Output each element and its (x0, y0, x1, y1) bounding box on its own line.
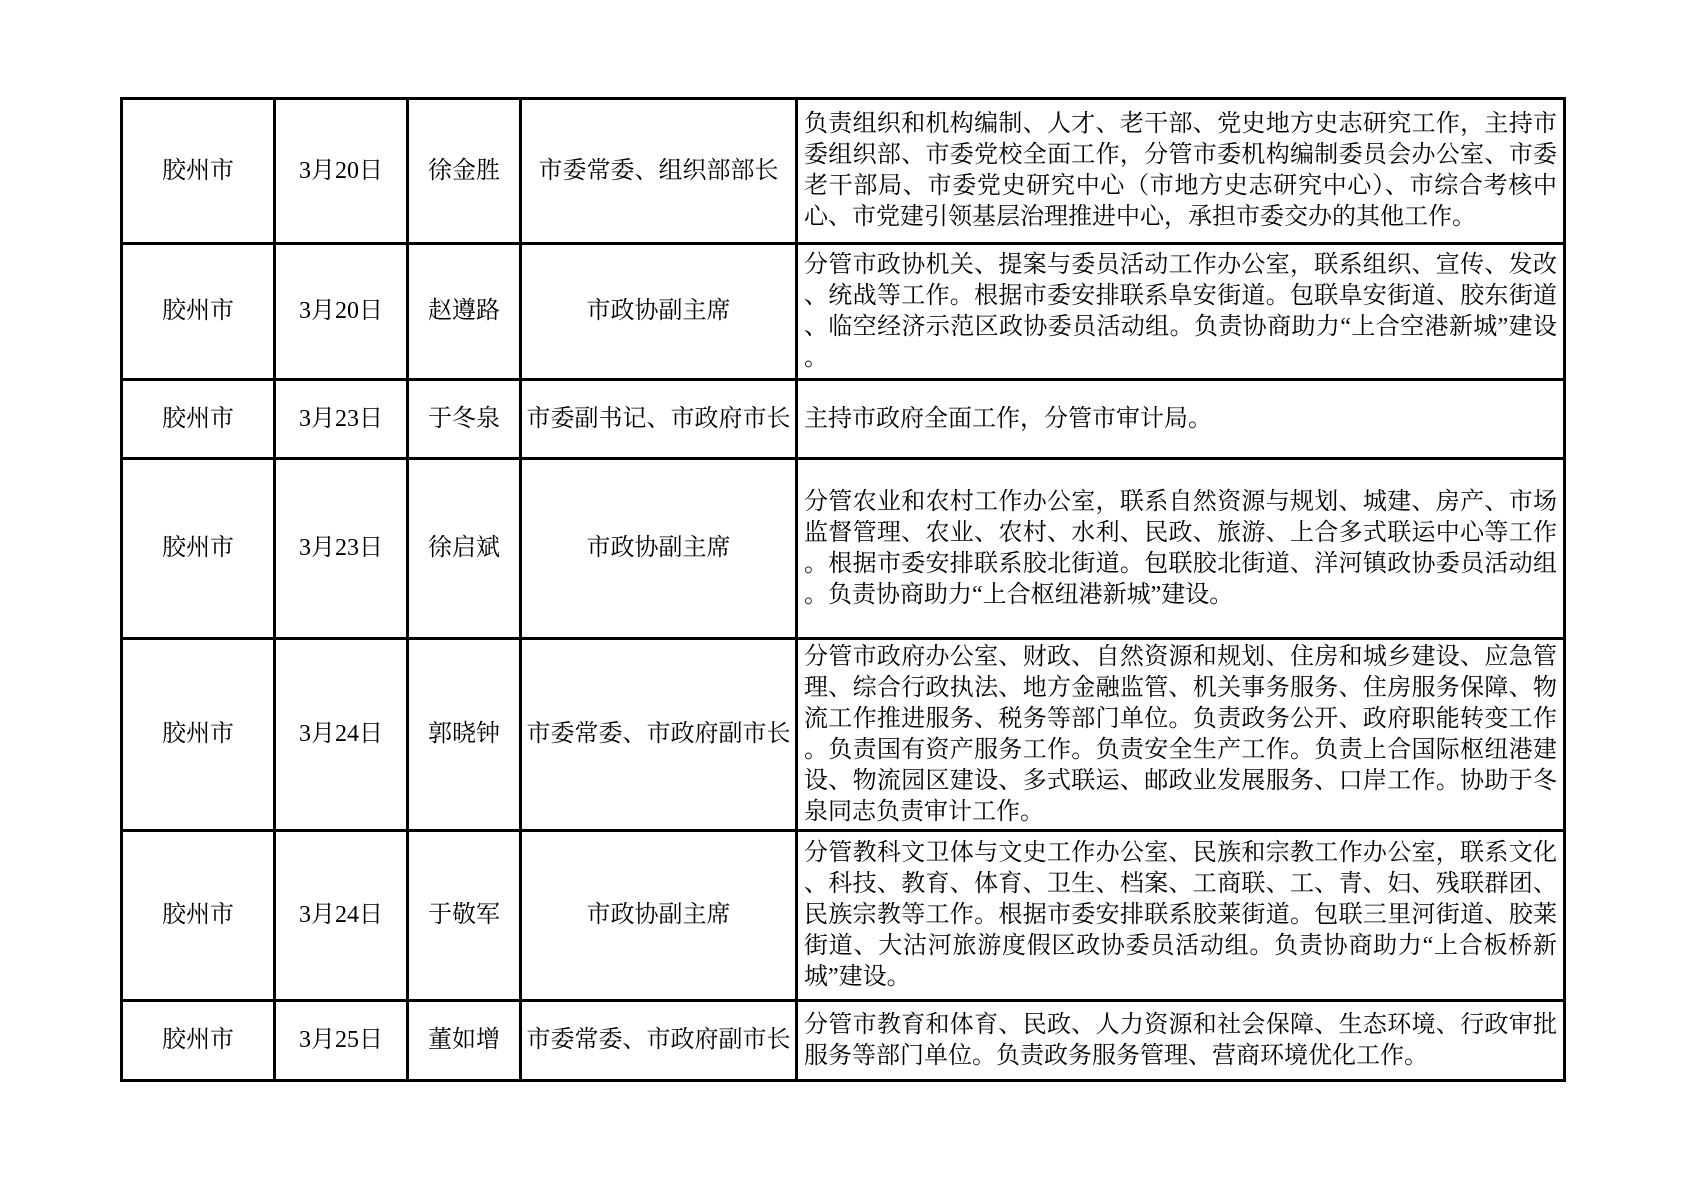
name-cell: 徐启斌 (408, 459, 521, 639)
table-body (122, 99, 1565, 1081)
city-cell: 胶州市 (122, 99, 275, 244)
name-cell: 徐金胜 (408, 99, 521, 244)
name-cell: 于敬军 (408, 831, 521, 1001)
date-cell: 3月20日 (275, 244, 408, 380)
date-cell: 3月24日 (275, 639, 408, 831)
name-cell: 于冬泉 (408, 380, 521, 459)
city-cell: 胶州市 (122, 831, 275, 1001)
date-cell: 3月23日 (275, 380, 408, 459)
table-row (122, 639, 1565, 831)
date-cell: 3月20日 (275, 99, 408, 244)
table-row (122, 380, 1565, 459)
position-cell: 市政协副主席 (521, 459, 797, 639)
name-cell: 赵遵路 (408, 244, 521, 380)
name-cell: 郭晓钟 (408, 639, 521, 831)
duties-cell: 分管农业和农村工作办公室，联系自然资源与规划、城建、房产、市场监督管理、农业、农村、水利、民政、旅游、上合多式联运中心等工作。根据市委安排联系胶北街道。包联胶北街道、洋河镇政协委员活动组。负责协商助力“上合枢纽港新城”建设。 (797, 459, 1565, 639)
city-cell: 胶州市 (122, 459, 275, 639)
city-cell: 胶州市 (122, 639, 275, 831)
table-row (122, 99, 1565, 244)
date-cell: 3月24日 (275, 831, 408, 1001)
position-cell: 市政协副主席 (521, 831, 797, 1001)
name-cell: 董如增 (408, 1001, 521, 1081)
position-cell: 市委常委、组织部部长 (521, 99, 797, 244)
city-cell: 胶州市 (122, 380, 275, 459)
date-cell: 3月23日 (275, 459, 408, 639)
table-row (122, 1001, 1565, 1081)
city-cell: 胶州市 (122, 244, 275, 380)
position-cell: 市委常委、市政府副市长 (521, 639, 797, 831)
city-cell: 胶州市 (122, 1001, 275, 1081)
duties-cell: 主持市政府全面工作，分管市审计局。 (797, 380, 1565, 459)
position-cell: 市委常委、市政府副市长 (521, 1001, 797, 1081)
table-row (122, 459, 1565, 639)
duties-cell: 分管教科文卫体与文史工作办公室、民族和宗教工作办公室，联系文化、科技、教育、体育、卫生、档案、工商联、工、青、妇、残联群团、民族宗教等工作。根据市委安排联系胶莱街道。包联三里河街道、胶莱街道、大沽河旅游度假区政协委员活动组。负责协商助力“上合板桥新城”建设。 (797, 831, 1565, 1001)
duties-cell: 分管市政府办公室、财政、自然资源和规划、住房和城乡建设、应急管理、综合行政执法、地方金融监管、机关事务服务、住房服务保障、物流工作推进服务、税务等部门单位。负责政务公开、政府职能转变工作。负责国有资产服务工作。负责安全生产工作。负责上合国际枢纽港建设、物流园区建设、多式联运、邮政业发展服务、口岸工作。协助于冬泉同志负责审计工作。 (797, 639, 1565, 831)
date-cell: 3月25日 (275, 1001, 408, 1081)
table-row (122, 831, 1565, 1001)
duties-cell: 负责组织和机构编制、人才、老干部、党史地方史志研究工作，主持市委组织部、市委党校全面工作，分管市委机构编制委员会办公室、市委老干部局、市委党史研究中心（市地方史志研究中心）、市综合考核中心、市党建引领基层治理推进中心，承担市委交办的其他工作。 (797, 99, 1565, 244)
position-cell: 市委副书记、市政府市长 (521, 380, 797, 459)
table-row (122, 244, 1565, 380)
position-cell: 市政协副主席 (521, 244, 797, 380)
duties-cell: 分管市教育和体育、民政、人力资源和社会保障、生态环境、行政审批服务等部门单位。负责政务服务管理、营商环境优化工作。 (797, 1001, 1565, 1081)
officials-duty-table (120, 97, 1566, 1082)
duties-cell: 分管市政协机关、提案与委员活动工作办公室，联系组织、宣传、发改、统战等工作。根据市委安排联系阜安街道。包联阜安街道、胶东街道、临空经济示范区政协委员活动组。负责协商助力“上合空港新城”建设。 (797, 244, 1565, 380)
